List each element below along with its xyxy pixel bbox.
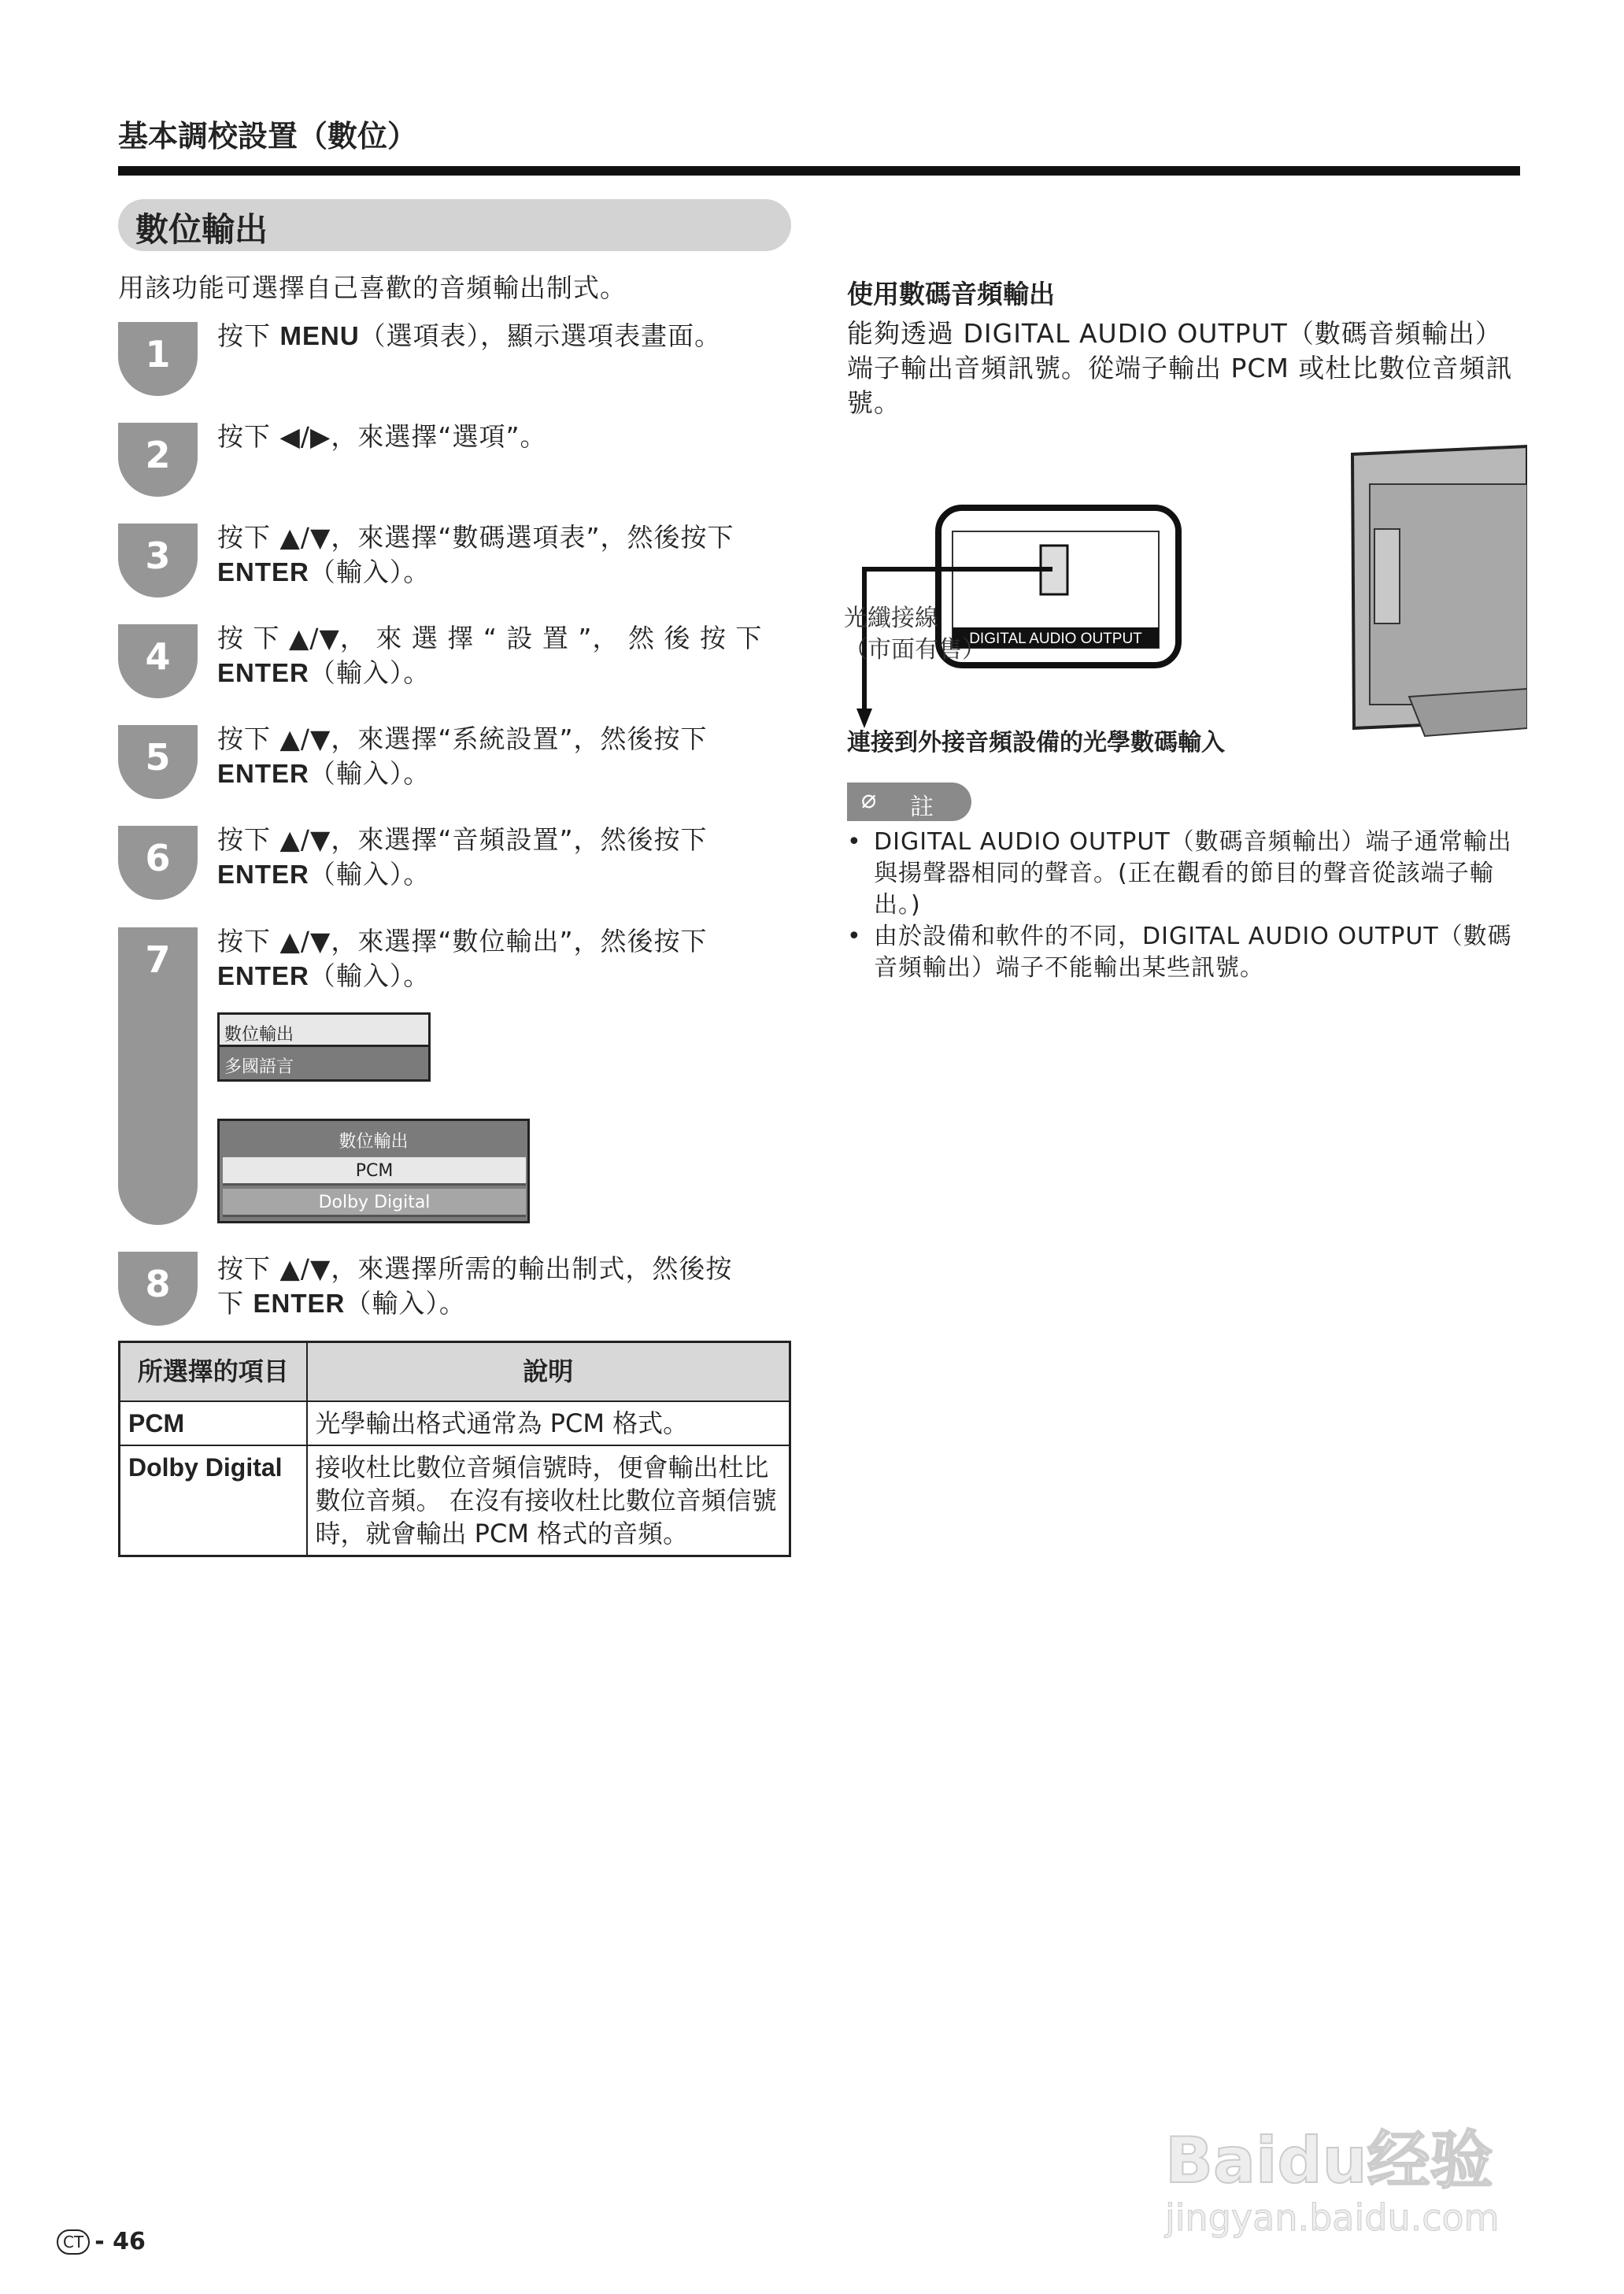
step-text-line2_bold: ENTER [217,557,309,586]
table-cell-desc: 光學輸出格式通常為 PCM 格式。 [307,1401,790,1445]
digital-output-popup [217,1119,530,1223]
step-number: 4 [118,624,198,698]
cable-label-sold: （市面有售） [844,636,986,664]
section-title: 數位輸出 [118,199,791,251]
table-cell-item: PCM [120,1401,307,1445]
step-text-pre: 按下 ▲/▼，來選擇“數位輸出”，然後按下 [217,926,708,956]
region-badge: CT [57,2229,90,2255]
note-item: • 由於設備和軟件的不同，DIGITAL AUDIO OUTPUT（數碼音頻輸出）端子不能輸出某些訊號。 [847,921,1524,984]
step-text-line2_pre: 下 [217,1288,253,1319]
option-dolby-digital[interactable]: Dolby Digital [223,1189,526,1217]
paperclip-icon: ⌀ [861,784,877,814]
options-table [118,1341,791,1557]
step-number: 5 [118,725,198,799]
note-item: • DIGITAL AUDIO OUTPUT（數碼音頻輸出）端子通常輸出與揚聲器相同的聲音。(正在觀看的節目的聲音從該端子輸出。) [847,827,1524,921]
step-number: 2 [118,423,198,497]
step-text [217,319,792,353]
port-label: DIGITAL AUDIO OUTPUT [969,631,1142,647]
step-text-pre: 按下 [217,320,280,351]
step-text [217,924,792,993]
header-rule [118,166,1520,176]
step-text-line2_bold: ENTER [217,961,309,990]
step-text-pre: 按下 ▲/▼，來選擇所需的輸出制式，然後按 [217,1253,733,1284]
table-cell-item: Dolby Digital [120,1445,307,1556]
tv-back-icon [1352,446,1527,736]
step-text-line2: （輸入）。 [309,859,431,890]
option-pcm[interactable]: PCM [223,1157,526,1186]
page-footer [57,2228,146,2255]
cable-label: 光纖接線 [844,605,938,632]
step-text-line2_bold: ENTER [253,1289,346,1318]
menu-item-multi-language[interactable]: 多國語言 [217,1047,431,1082]
step-number: 8 [118,1252,198,1326]
right-paragraph: 能夠透過 DIGITAL AUDIO OUTPUT（數碼音頻輸出）端子輸出音頻訊號。從端子輸出 PCM 或杜比數位音頻訊號。 [847,318,1513,418]
step-text-pre: 按下 ▲/▼，來選擇“數碼選項表”，然後按下 [217,522,734,553]
table-header-desc: 說明 [307,1342,790,1401]
table-cell-desc: 接收杜比數位音頻信號時，便會輸出杜比數位音頻。 在沒有接收杜比數位音頻信號時，就會輸出 PCM 格式的音頻。 [307,1445,790,1556]
step-text-line2_bold: ENTER [217,860,309,889]
table-header-item: 所選擇的項目 [120,1342,307,1401]
step-text-line2_bold: ENTER [217,759,309,788]
watermark-brand: Baidu经验 [1165,2124,1493,2197]
step-text-line2: （輸入）。 [309,960,431,991]
step-text [217,823,792,892]
note-label [847,783,971,821]
step-text-bold: MENU [279,321,360,350]
step-text-line2: （輸入）。 [309,657,431,688]
step-text-pre: 按 下 ▲/▼， 來 選 擇 “ 設 置 ”， 然 後 按 下 [217,623,763,653]
step-number: 7 [118,927,198,1225]
tv-connection-illustration [842,437,1527,744]
step-text-line2_bold: ENTER [217,658,309,687]
step-text-line2: （輸入）。 [345,1288,466,1319]
popup-title: 數位輸出 [338,1132,409,1152]
table-row [120,1401,790,1445]
step-number: 1 [118,322,198,396]
page-number: - 46 [94,2228,146,2255]
step-text-line2: （輸入）。 [309,758,431,789]
connect-caption: 連接到外接音頻設備的光學數碼輸入 [847,729,1225,757]
step-text-pre: 按下 ▲/▼，來選擇“系統設置”，然後按下 [217,723,708,754]
step-text-line2: （輸入）。 [309,557,431,587]
menu-item-digital-output[interactable]: 數位輸出 [217,1012,431,1047]
step-number: 3 [118,524,198,598]
page-header: 基本調校設置（數位） [118,119,418,154]
section-intro: 用該功能可選擇自己喜歡的音頻輸出制式。 [118,272,627,303]
step-text-post: （選項表），顯示選項表畫面。 [359,320,722,351]
table-row [120,1445,790,1556]
right-title: 使用數碼音頻輸出 [847,279,1055,309]
step-text [217,621,792,690]
step-number: 6 [118,826,198,900]
step-text [217,722,792,791]
watermark-url: jingyan.baidu.com [1165,2196,1500,2239]
step-text [217,420,792,454]
step-text-pre: 按下 ◀/▶，來選擇“選項”。 [217,421,547,452]
step-text [217,520,792,590]
step-text [217,1252,792,1321]
note-text: 註 [910,794,934,821]
step-text-pre: 按下 ▲/▼，來選擇“音頻設置”，然後按下 [217,824,708,855]
